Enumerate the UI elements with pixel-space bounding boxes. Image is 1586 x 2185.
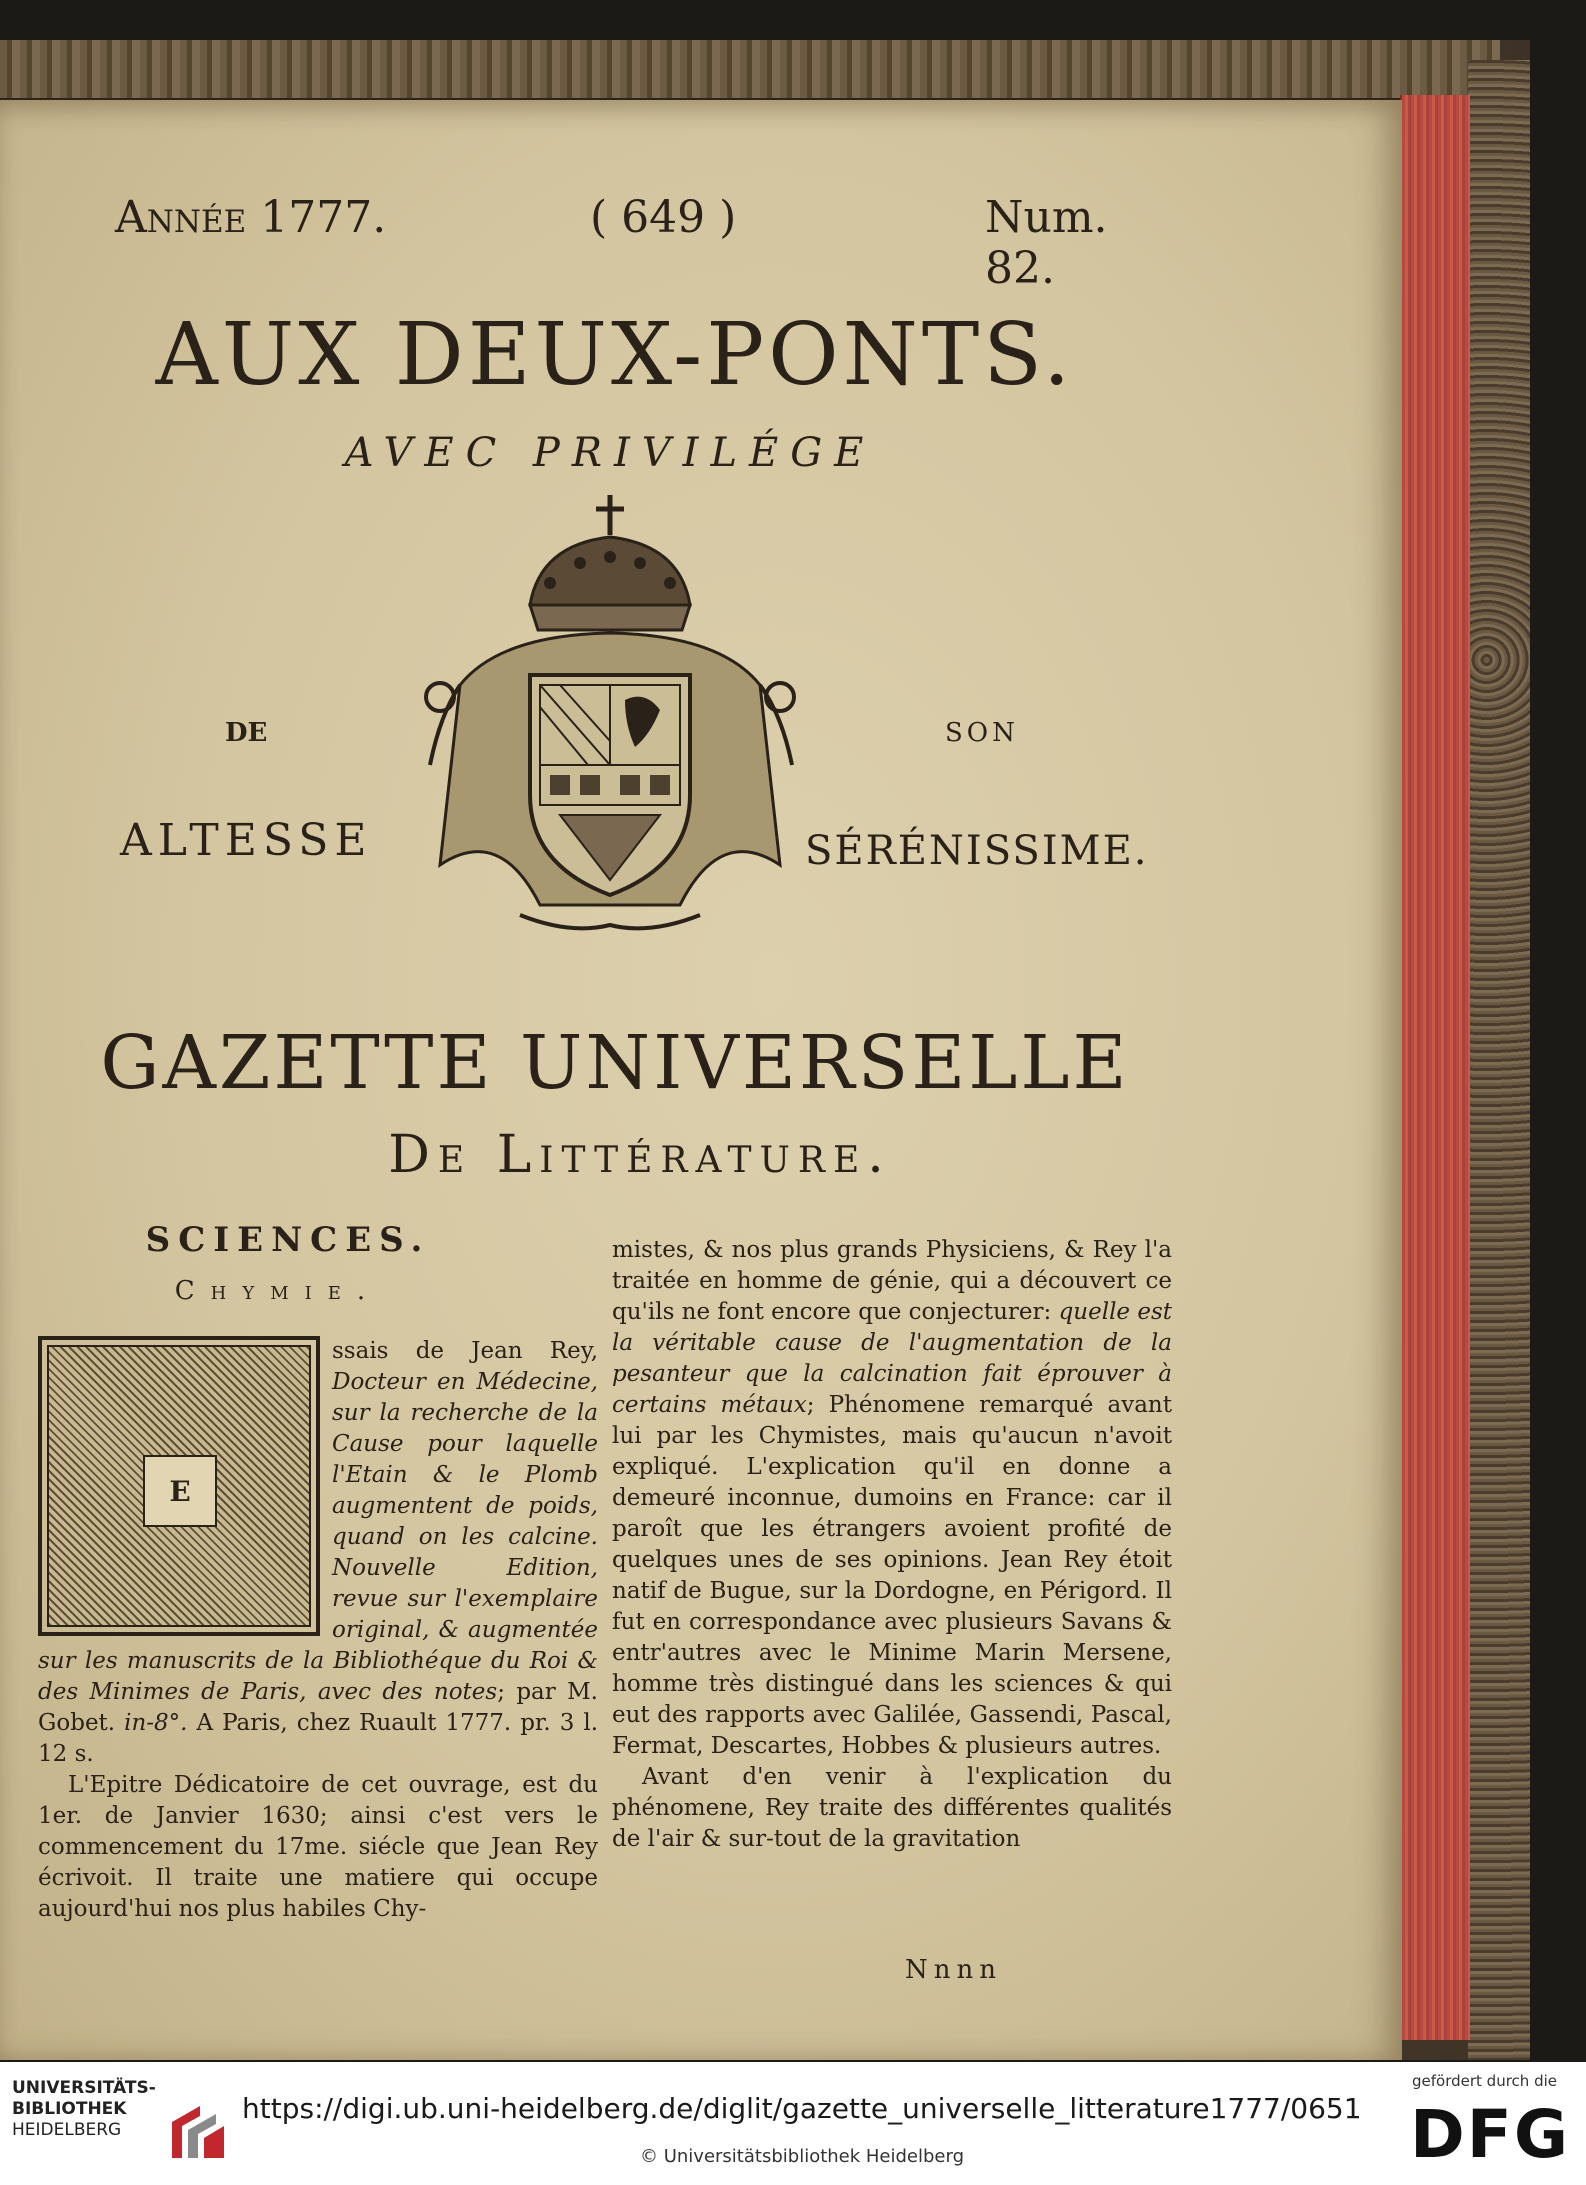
article-right-para-1: [612, 1235, 1172, 1762]
article-text-run: mistes, & nos plus grands Physiciens, & Rey l'a traitée en homme de génie, qui a découvert ce qu'ils ne font encore que conjecturer:: [612, 1237, 1172, 1325]
publication-title: GAZETTE UNIVERSELLE: [100, 1020, 1130, 1106]
article-text-run: ; Phénomene remarqué avant lui par les Chymistes, mais qu'aucun n'avoit expliqué. L'explication qu'il en donne a demeuré inconnue, dumoins en France: car il paroît que les étrangers avoient profité de quelques unes de ses opinions. Jean Rey étoit natif de Bugue, sur la Dordogne, en Périgord. Il fut en correspondance avec plusieurs Savans & entr'autres avec le Minime Marin Mersene, homme très distingué dans les sciences & qui eut des rapports avec Galilée, Gassendi, Pascal, Fermat, Descartes, Hobbes & plusieurs autres.: [612, 1392, 1172, 1759]
institution-line-1: UNIVERSITÄTS-: [12, 2078, 156, 2098]
permalink-url[interactable]: https://digi.ub.uni-heidelberg.de/diglit/gazette_universelle_litterature1777/0651: [242, 2092, 1362, 2125]
masthead-place: AUX DEUX-PONTS.: [155, 305, 1075, 405]
header-page-number: ( 649 ): [590, 192, 737, 243]
article-left-para-2: L'Epitre Dédicatoire de cet ouvrage, est du 1er. de Janvier 1630; ainsi c'est vers le commencement du 17me. siécle que Jean Rey écrivoit. Il traite une matiere qui occupe aujourd'hui nos plus habiles Chy-: [38, 1772, 598, 1922]
article-right-para-2: Avant d'en venir à l'explication du phénomene, Rey traite des différentes qualités de l'air & sur-tout de la gravitation: [612, 1764, 1172, 1852]
page-paper: [0, 100, 1402, 2060]
masthead-privilege: AVEC PRIVILÉGE: [344, 430, 876, 476]
section-subheading: Chymie.: [174, 1276, 382, 1306]
masthead-de: DE: [225, 718, 268, 748]
article-text-run: ssais de Jean Rey,: [332, 1338, 598, 1364]
article-text-run: ; par M. Gobet.: [38, 1679, 598, 1736]
funding-note: gefördert durch die: [1412, 2072, 1557, 2090]
book-cover-edge: [1468, 60, 1530, 2060]
article-title-italic: Docteur en Médecine, sur la recherche de la Cause pour laquelle l'Etain & le Plomb augmentent de poids, quand on les calcine. Nouvelle Edition, revue sur l'exemplaire original, & augmentée sur les manuscrits de la Bibliothéque du Roi & des Minimes de Paris, avec des notes: [38, 1369, 598, 1705]
article-text-run: A Paris, chez Ruault 1777. pr. 3 l. 12 s.: [38, 1710, 599, 1767]
masthead-son: SON: [945, 718, 1019, 748]
page-edge: [1400, 95, 1470, 2040]
viewer-footer: [0, 2062, 1586, 2185]
book-top-edge: [0, 40, 1500, 100]
article-question-italic: quelle est la véritable cause de l'augmentation de la pesanteur que la calcination fait éprouver à certains métaux: [612, 1299, 1173, 1418]
dropcap-frame: [38, 1336, 320, 1636]
header-year: Année 1777.: [115, 192, 387, 243]
publication-subtitle: De Littérature.: [388, 1125, 892, 1185]
article-format-italic: in-8°.: [124, 1710, 188, 1736]
copyright-notice: © Universitätsbibliothek Heidelberg: [640, 2146, 965, 2167]
section-heading: SCIENCES.: [145, 1220, 431, 1260]
institution-line-2: BIBLIOTHEK: [12, 2099, 127, 2119]
masthead-serenissime: SÉRÉNISSIME.: [805, 828, 1149, 874]
running-header: [80, 192, 1170, 294]
dfg-logo[interactable]: DFG: [1410, 2096, 1571, 2173]
ub-heidelberg-logo[interactable]: [12, 2078, 232, 2168]
right-column: [612, 1235, 1172, 1855]
catchword: Nnnn: [905, 1955, 1002, 1985]
header-issue-number: Num. 82.: [985, 192, 1108, 294]
masthead-altesse: ALTESSE: [120, 815, 373, 866]
institution-line-3: HEIDELBERG: [12, 2120, 122, 2140]
article-left-text: [38, 1336, 598, 1925]
left-column: [38, 1220, 598, 1925]
ub-heidelberg-logo-icon: [164, 2100, 230, 2166]
dropcap-letter: E: [143, 1455, 217, 1527]
dropcap-engraving: [47, 1345, 311, 1627]
coat-of-arms-icon: [420, 485, 800, 945]
